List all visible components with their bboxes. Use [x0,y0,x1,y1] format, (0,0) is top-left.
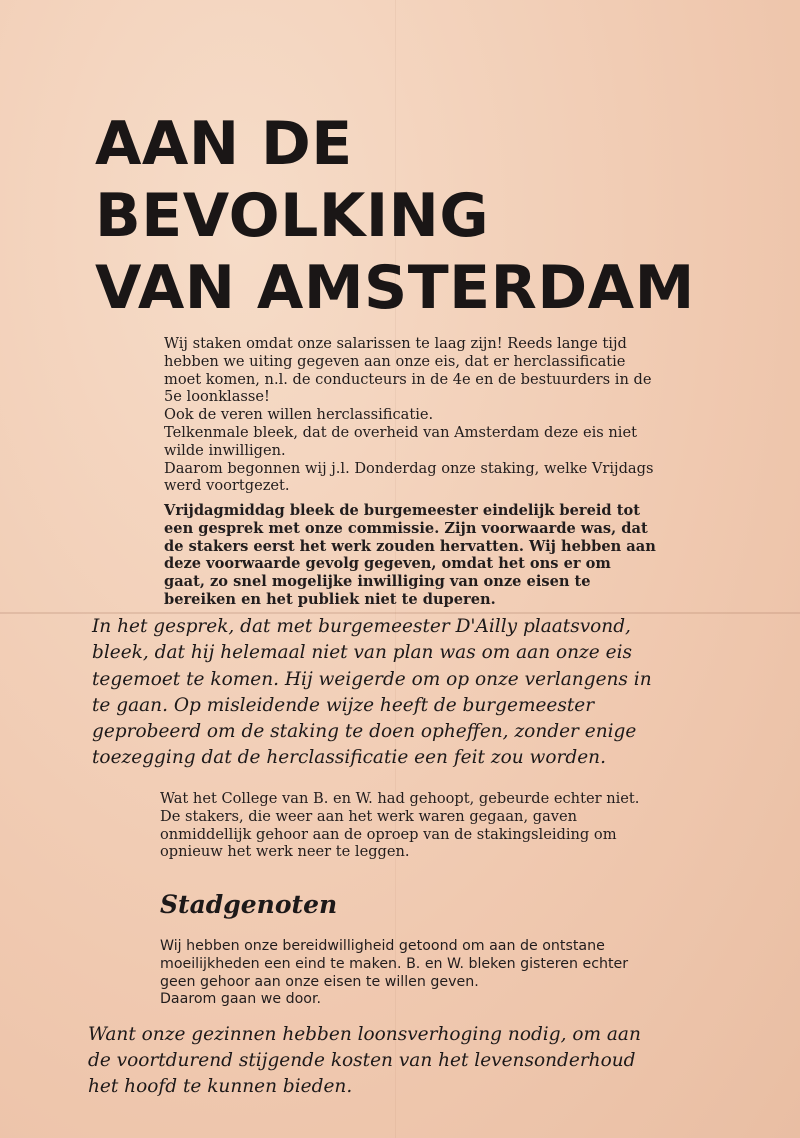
subheading: Stadgenoten [160,890,338,919]
stadgenoten-paragraph-2: Daarom gaan we door. [160,991,321,1008]
college-paragraph-1: Wat het College van B. en W. had gehoopt, gebeurde echter niet. [160,790,640,807]
intro-paragraph-2: Ook de veren willen herclassificatie. [164,406,434,424]
intro-paragraph-1: Wij staken omdat onze salarissen te laag zijn! Reeds lange tijd hebben we uiting gegeven aan onze eis, dat er herclassificatie moet komen, n.l. de conducteurs in de 4e en de bestuurders in de 5e loonklasse! [164,335,652,406]
intro-section [164,335,656,495]
college-paragraph-2: De stakers, die weer aan het werk waren gegaan, gaven onmiddellijk gehoor aan de oproep van de stakingsleiding om opnieuw het werk neer te leggen. [160,807,617,861]
italic-paragraph: In het gesprek, dat met burgemeester D'Ailly plaatsvond, bleek, dat hij helemaal niet van plan was om aan onze eis tegemoet te komen. Hij weigerde om op onze verlangens in te gaan. Op misleidende wijze heeft de burgemeester geprobeerd om de staking te doen opheffen, zonder enige toezegging dat de herclassificatie een feit zou worden. [92,616,652,769]
stadgenoten-section [160,938,650,1009]
intro-paragraph-4: Daarom begonnen wij j.l. Donderdag onze staking, welke Vrijdags werd voortgezet. [164,459,654,495]
headline-line-2: BEVOLKING [95,181,490,251]
stadgenoten-paragraph-1: Wij hebben onze bereidwilligheid getoond om aan de ontstane moeilijkheden een eind te maken. B. en W. bleken gisteren echter geen gehoor aan onze eisen te willen geven. [160,938,629,990]
headline [95,108,695,324]
college-section [160,790,650,861]
headline-line-3: VAN AMSTERDAM [95,253,695,323]
bold-paragraph: Vrijdagmiddag bleek de burgemeester eindelijk bereid tot een gesprek met onze commissie. Zijn voorwaarde was, dat de stakers eerst het werk zouden hervatten. Wij hebben aan deze voorwaarde gevolg gegeven, omdat het ons er om gaat, zo snel mogelijke inwilliging van onze eisen te bereiken en het publiek niet te duperen. [164,502,656,608]
intro-paragraph-3: Telkenmale bleek, dat de overheid van Amsterdam deze eis niet wilde inwilligen. [164,423,637,459]
closing-paragraph: Want onze gezinnen hebben loonsverhoging nodig, om aan de voortdurend stijgende kosten van het levensonderhoud het hoofd te kunnen bieden. [88,1024,641,1097]
headline-line-1: AAN DE [95,109,353,179]
